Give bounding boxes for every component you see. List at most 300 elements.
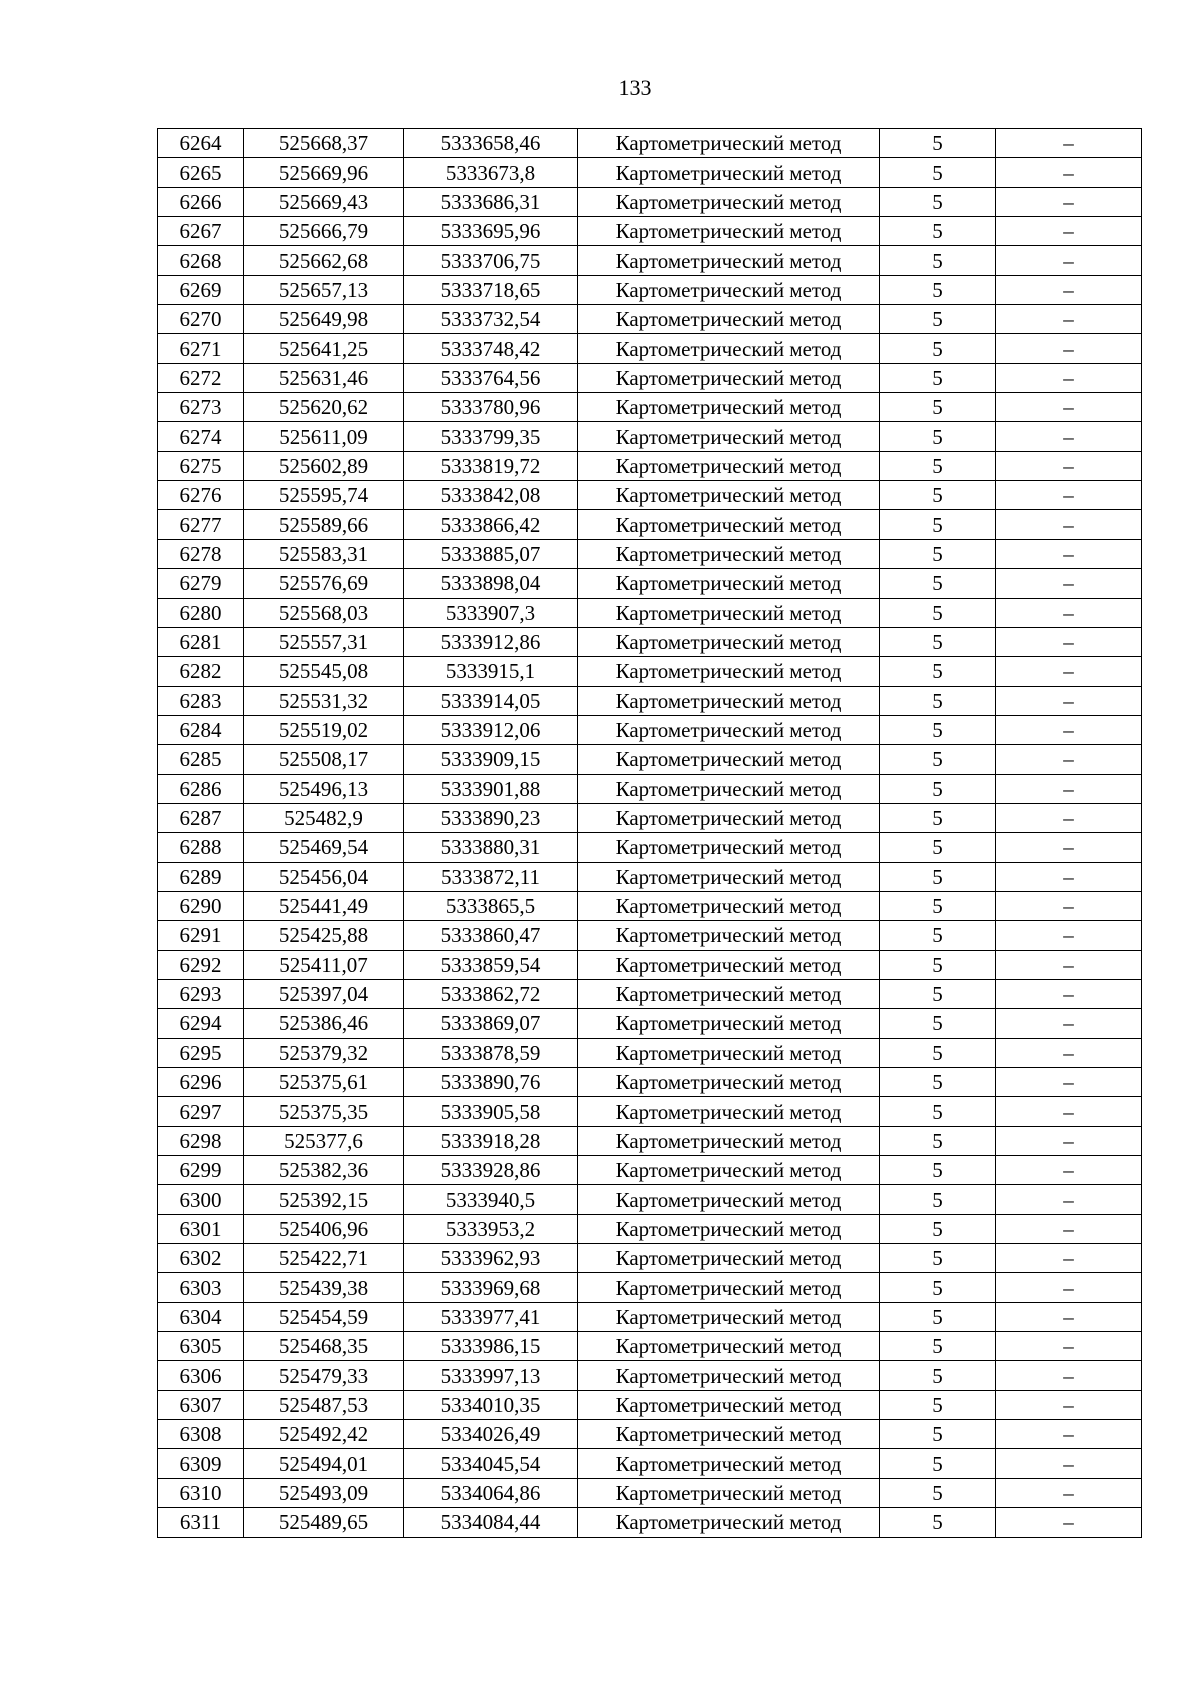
method-cell: Картометрический метод	[578, 1185, 880, 1214]
method-cell: Картометрический метод	[578, 803, 880, 832]
table-row	[158, 1097, 1142, 1126]
note-cell: –	[996, 158, 1142, 187]
accuracy-cell: 5	[880, 774, 996, 803]
point-number-cell: 6291	[158, 921, 244, 950]
accuracy-cell: 5	[880, 1420, 996, 1449]
point-number-cell: 6310	[158, 1478, 244, 1507]
note-cell: –	[996, 891, 1142, 920]
accuracy-cell: 5	[880, 275, 996, 304]
note-cell: –	[996, 1273, 1142, 1302]
y-coordinate-cell: 5333869,07	[404, 1009, 578, 1038]
table-row	[158, 1156, 1142, 1185]
method-cell: Картометрический метод	[578, 774, 880, 803]
note-cell: –	[996, 1478, 1142, 1507]
point-number-cell: 6290	[158, 891, 244, 920]
point-number-cell: 6297	[158, 1097, 244, 1126]
note-cell: –	[996, 1302, 1142, 1331]
note-cell: –	[996, 1214, 1142, 1243]
y-coordinate-cell: 5333928,86	[404, 1156, 578, 1185]
y-coordinate-cell: 5334064,86	[404, 1478, 578, 1507]
point-number-cell: 6285	[158, 745, 244, 774]
x-coordinate-cell: 525468,35	[244, 1332, 404, 1361]
x-coordinate-cell: 525519,02	[244, 715, 404, 744]
point-number-cell: 6295	[158, 1038, 244, 1067]
x-coordinate-cell: 525662,68	[244, 246, 404, 275]
x-coordinate-cell: 525397,04	[244, 979, 404, 1008]
point-number-cell: 6279	[158, 569, 244, 598]
method-cell: Картометрический метод	[578, 539, 880, 568]
note-cell: –	[996, 1390, 1142, 1419]
method-cell: Картометрический метод	[578, 1097, 880, 1126]
y-coordinate-cell: 5333862,72	[404, 979, 578, 1008]
y-coordinate-cell: 5333880,31	[404, 833, 578, 862]
x-coordinate-cell: 525392,15	[244, 1185, 404, 1214]
x-coordinate-cell: 525422,71	[244, 1244, 404, 1273]
accuracy-cell: 5	[880, 657, 996, 686]
y-coordinate-cell: 5333997,13	[404, 1361, 578, 1390]
x-coordinate-cell: 525576,69	[244, 569, 404, 598]
method-cell: Картометрический метод	[578, 1038, 880, 1067]
y-coordinate-cell: 5333732,54	[404, 305, 578, 334]
note-cell: –	[996, 1126, 1142, 1155]
x-coordinate-cell: 525602,89	[244, 451, 404, 480]
x-coordinate-cell: 525589,66	[244, 510, 404, 539]
table-row	[158, 1244, 1142, 1273]
y-coordinate-cell: 5333872,11	[404, 862, 578, 891]
point-number-cell: 6270	[158, 305, 244, 334]
table-row	[158, 187, 1142, 216]
note-cell: –	[996, 950, 1142, 979]
y-coordinate-cell: 5333673,8	[404, 158, 578, 187]
x-coordinate-cell: 525595,74	[244, 481, 404, 510]
coordinates-table	[157, 128, 1142, 1538]
accuracy-cell: 5	[880, 891, 996, 920]
method-cell: Картометрический метод	[578, 334, 880, 363]
table-row	[158, 745, 1142, 774]
table-row	[158, 481, 1142, 510]
y-coordinate-cell: 5333842,08	[404, 481, 578, 510]
method-cell: Картометрический метод	[578, 921, 880, 950]
accuracy-cell: 5	[880, 686, 996, 715]
accuracy-cell: 5	[880, 363, 996, 392]
point-number-cell: 6309	[158, 1449, 244, 1478]
note-cell: –	[996, 334, 1142, 363]
note-cell: –	[996, 1097, 1142, 1126]
y-coordinate-cell: 5333658,46	[404, 129, 578, 158]
table-row	[158, 1214, 1142, 1243]
point-number-cell: 6266	[158, 187, 244, 216]
point-number-cell: 6300	[158, 1185, 244, 1214]
note-cell: –	[996, 1185, 1142, 1214]
table-row	[158, 334, 1142, 363]
point-number-cell: 6299	[158, 1156, 244, 1185]
y-coordinate-cell: 5333865,5	[404, 891, 578, 920]
note-cell: –	[996, 510, 1142, 539]
y-coordinate-cell: 5333819,72	[404, 451, 578, 480]
method-cell: Картометрический метод	[578, 1156, 880, 1185]
method-cell: Картометрический метод	[578, 1332, 880, 1361]
y-coordinate-cell: 5333718,65	[404, 275, 578, 304]
point-number-cell: 6296	[158, 1068, 244, 1097]
point-number-cell: 6283	[158, 686, 244, 715]
accuracy-cell: 5	[880, 745, 996, 774]
table-row	[158, 510, 1142, 539]
y-coordinate-cell: 5334026,49	[404, 1420, 578, 1449]
method-cell: Картометрический метод	[578, 950, 880, 979]
y-coordinate-cell: 5333918,28	[404, 1126, 578, 1155]
point-number-cell: 6277	[158, 510, 244, 539]
table-row	[158, 451, 1142, 480]
x-coordinate-cell: 525386,46	[244, 1009, 404, 1038]
table-row	[158, 921, 1142, 950]
x-coordinate-cell: 525482,9	[244, 803, 404, 832]
y-coordinate-cell: 5333969,68	[404, 1273, 578, 1302]
method-cell: Картометрический метод	[578, 569, 880, 598]
point-number-cell: 6298	[158, 1126, 244, 1155]
point-number-cell: 6269	[158, 275, 244, 304]
accuracy-cell: 5	[880, 1273, 996, 1302]
accuracy-cell: 5	[880, 1038, 996, 1067]
table-row	[158, 217, 1142, 246]
y-coordinate-cell: 5333799,35	[404, 422, 578, 451]
y-coordinate-cell: 5333860,47	[404, 921, 578, 950]
table-row	[158, 1478, 1142, 1507]
point-number-cell: 6268	[158, 246, 244, 275]
y-coordinate-cell: 5333977,41	[404, 1302, 578, 1331]
note-cell: –	[996, 921, 1142, 950]
note-cell: –	[996, 745, 1142, 774]
table-row	[158, 1302, 1142, 1331]
y-coordinate-cell: 5333898,04	[404, 569, 578, 598]
note-cell: –	[996, 305, 1142, 334]
note-cell: –	[996, 1068, 1142, 1097]
note-cell: –	[996, 862, 1142, 891]
y-coordinate-cell: 5333953,2	[404, 1214, 578, 1243]
y-coordinate-cell: 5333695,96	[404, 217, 578, 246]
accuracy-cell: 5	[880, 1478, 996, 1507]
method-cell: Картометрический метод	[578, 422, 880, 451]
point-number-cell: 6273	[158, 393, 244, 422]
table-row	[158, 803, 1142, 832]
point-number-cell: 6267	[158, 217, 244, 246]
y-coordinate-cell: 5333748,42	[404, 334, 578, 363]
note-cell: –	[996, 539, 1142, 568]
accuracy-cell: 5	[880, 305, 996, 334]
y-coordinate-cell: 5333912,86	[404, 627, 578, 656]
accuracy-cell: 5	[880, 187, 996, 216]
y-coordinate-cell: 5333859,54	[404, 950, 578, 979]
accuracy-cell: 5	[880, 803, 996, 832]
note-cell: –	[996, 569, 1142, 598]
note-cell: –	[996, 686, 1142, 715]
method-cell: Картометрический метод	[578, 1068, 880, 1097]
note-cell: –	[996, 1420, 1142, 1449]
point-number-cell: 6276	[158, 481, 244, 510]
point-number-cell: 6303	[158, 1273, 244, 1302]
note-cell: –	[996, 1449, 1142, 1478]
accuracy-cell: 5	[880, 1214, 996, 1243]
point-number-cell: 6274	[158, 422, 244, 451]
method-cell: Картометрический метод	[578, 393, 880, 422]
note-cell: –	[996, 803, 1142, 832]
table-row	[158, 158, 1142, 187]
note-cell: –	[996, 979, 1142, 1008]
point-number-cell: 6286	[158, 774, 244, 803]
table-row	[158, 1068, 1142, 1097]
accuracy-cell: 5	[880, 569, 996, 598]
y-coordinate-cell: 5333890,76	[404, 1068, 578, 1097]
point-number-cell: 6305	[158, 1332, 244, 1361]
x-coordinate-cell: 525545,08	[244, 657, 404, 686]
note-cell: –	[996, 715, 1142, 744]
note-cell: –	[996, 275, 1142, 304]
table-row	[158, 1126, 1142, 1155]
table-row	[158, 1508, 1142, 1537]
table-row	[158, 627, 1142, 656]
table-row	[158, 657, 1142, 686]
accuracy-cell: 5	[880, 217, 996, 246]
accuracy-cell: 5	[880, 598, 996, 627]
point-number-cell: 6301	[158, 1214, 244, 1243]
table-row	[158, 539, 1142, 568]
y-coordinate-cell: 5333915,1	[404, 657, 578, 686]
note-cell: –	[996, 1244, 1142, 1273]
table-row	[158, 393, 1142, 422]
x-coordinate-cell: 525649,98	[244, 305, 404, 334]
accuracy-cell: 5	[880, 1390, 996, 1419]
x-coordinate-cell: 525583,31	[244, 539, 404, 568]
x-coordinate-cell: 525425,88	[244, 921, 404, 950]
note-cell: –	[996, 363, 1142, 392]
x-coordinate-cell: 525406,96	[244, 1214, 404, 1243]
table-row	[158, 774, 1142, 803]
method-cell: Картометрический метод	[578, 1478, 880, 1507]
point-number-cell: 6287	[158, 803, 244, 832]
method-cell: Картометрический метод	[578, 862, 880, 891]
x-coordinate-cell: 525382,36	[244, 1156, 404, 1185]
x-coordinate-cell: 525439,38	[244, 1273, 404, 1302]
method-cell: Картометрический метод	[578, 1126, 880, 1155]
point-number-cell: 6278	[158, 539, 244, 568]
accuracy-cell: 5	[880, 422, 996, 451]
point-number-cell: 6311	[158, 1508, 244, 1537]
accuracy-cell: 5	[880, 833, 996, 862]
x-coordinate-cell: 525479,33	[244, 1361, 404, 1390]
table-row	[158, 715, 1142, 744]
x-coordinate-cell: 525508,17	[244, 745, 404, 774]
method-cell: Картометрический метод	[578, 1390, 880, 1419]
x-coordinate-cell: 525456,04	[244, 862, 404, 891]
accuracy-cell: 5	[880, 1009, 996, 1038]
table-row	[158, 1420, 1142, 1449]
accuracy-cell: 5	[880, 158, 996, 187]
x-coordinate-cell: 525487,53	[244, 1390, 404, 1419]
note-cell: –	[996, 393, 1142, 422]
method-cell: Картометрический метод	[578, 217, 880, 246]
table-row	[158, 305, 1142, 334]
accuracy-cell: 5	[880, 334, 996, 363]
note-cell: –	[996, 246, 1142, 275]
method-cell: Картометрический метод	[578, 1361, 880, 1390]
method-cell: Картометрический метод	[578, 158, 880, 187]
point-number-cell: 6288	[158, 833, 244, 862]
accuracy-cell: 5	[880, 1126, 996, 1155]
note-cell: –	[996, 451, 1142, 480]
table-row	[158, 833, 1142, 862]
method-cell: Картометрический метод	[578, 1449, 880, 1478]
page-number: 133	[618, 75, 652, 100]
y-coordinate-cell: 5334084,44	[404, 1508, 578, 1537]
point-number-cell: 6264	[158, 129, 244, 158]
point-number-cell: 6271	[158, 334, 244, 363]
x-coordinate-cell: 525657,13	[244, 275, 404, 304]
method-cell: Картометрический метод	[578, 1273, 880, 1302]
method-cell: Картометрический метод	[578, 1420, 880, 1449]
y-coordinate-cell: 5333907,3	[404, 598, 578, 627]
accuracy-cell: 5	[880, 1244, 996, 1273]
method-cell: Картометрический метод	[578, 1508, 880, 1537]
accuracy-cell: 5	[880, 950, 996, 979]
note-cell: –	[996, 1508, 1142, 1537]
y-coordinate-cell: 5333940,5	[404, 1185, 578, 1214]
accuracy-cell: 5	[880, 1068, 996, 1097]
accuracy-cell: 5	[880, 921, 996, 950]
note-cell: –	[996, 1361, 1142, 1390]
note-cell: –	[996, 598, 1142, 627]
y-coordinate-cell: 5333901,88	[404, 774, 578, 803]
accuracy-cell: 5	[880, 246, 996, 275]
x-coordinate-cell: 525611,09	[244, 422, 404, 451]
point-number-cell: 6282	[158, 657, 244, 686]
x-coordinate-cell: 525557,31	[244, 627, 404, 656]
table-row	[158, 1273, 1142, 1302]
x-coordinate-cell: 525568,03	[244, 598, 404, 627]
y-coordinate-cell: 5333914,05	[404, 686, 578, 715]
method-cell: Картометрический метод	[578, 481, 880, 510]
point-number-cell: 6292	[158, 950, 244, 979]
table-row	[158, 979, 1142, 1008]
accuracy-cell: 5	[880, 1361, 996, 1390]
x-coordinate-cell: 525493,09	[244, 1478, 404, 1507]
method-cell: Картометрический метод	[578, 979, 880, 1008]
accuracy-cell: 5	[880, 481, 996, 510]
accuracy-cell: 5	[880, 510, 996, 539]
method-cell: Картометрический метод	[578, 598, 880, 627]
x-coordinate-cell: 525441,49	[244, 891, 404, 920]
y-coordinate-cell: 5333909,15	[404, 745, 578, 774]
point-number-cell: 6308	[158, 1420, 244, 1449]
accuracy-cell: 5	[880, 1097, 996, 1126]
method-cell: Картометрический метод	[578, 187, 880, 216]
method-cell: Картометрический метод	[578, 1302, 880, 1331]
table-row	[158, 950, 1142, 979]
accuracy-cell: 5	[880, 451, 996, 480]
point-number-cell: 6307	[158, 1390, 244, 1419]
method-cell: Картометрический метод	[578, 1009, 880, 1038]
accuracy-cell: 5	[880, 715, 996, 744]
table-row	[158, 422, 1142, 451]
method-cell: Картометрический метод	[578, 1244, 880, 1273]
x-coordinate-cell: 525620,62	[244, 393, 404, 422]
point-number-cell: 6275	[158, 451, 244, 480]
method-cell: Картометрический метод	[578, 510, 880, 539]
method-cell: Картометрический метод	[578, 657, 880, 686]
x-coordinate-cell: 525669,43	[244, 187, 404, 216]
x-coordinate-cell: 525375,35	[244, 1097, 404, 1126]
accuracy-cell: 5	[880, 1302, 996, 1331]
method-cell: Картометрический метод	[578, 363, 880, 392]
table-row	[158, 862, 1142, 891]
accuracy-cell: 5	[880, 1185, 996, 1214]
table-row	[158, 569, 1142, 598]
table-row	[158, 363, 1142, 392]
note-cell: –	[996, 627, 1142, 656]
table-row	[158, 1449, 1142, 1478]
accuracy-cell: 5	[880, 627, 996, 656]
y-coordinate-cell: 5333780,96	[404, 393, 578, 422]
method-cell: Картометрический метод	[578, 275, 880, 304]
note-cell: –	[996, 833, 1142, 862]
table-row	[158, 1332, 1142, 1361]
method-cell: Картометрический метод	[578, 246, 880, 275]
table-row	[158, 598, 1142, 627]
x-coordinate-cell: 525489,65	[244, 1508, 404, 1537]
note-cell: –	[996, 1009, 1142, 1038]
x-coordinate-cell: 525411,07	[244, 950, 404, 979]
method-cell: Картометрический метод	[578, 891, 880, 920]
y-coordinate-cell: 5333686,31	[404, 187, 578, 216]
x-coordinate-cell: 525454,59	[244, 1302, 404, 1331]
table-row	[158, 246, 1142, 275]
y-coordinate-cell: 5333912,06	[404, 715, 578, 744]
x-coordinate-cell: 525377,6	[244, 1126, 404, 1155]
x-coordinate-cell: 525669,96	[244, 158, 404, 187]
x-coordinate-cell: 525469,54	[244, 833, 404, 862]
table-row	[158, 891, 1142, 920]
table-row	[158, 1361, 1142, 1390]
y-coordinate-cell: 5333962,93	[404, 1244, 578, 1273]
coordinates-table-body	[158, 129, 1142, 1538]
point-number-cell: 6281	[158, 627, 244, 656]
y-coordinate-cell: 5333885,07	[404, 539, 578, 568]
accuracy-cell: 5	[880, 1508, 996, 1537]
method-cell: Картометрический метод	[578, 129, 880, 158]
point-number-cell: 6304	[158, 1302, 244, 1331]
y-coordinate-cell: 5334010,35	[404, 1390, 578, 1419]
x-coordinate-cell: 525641,25	[244, 334, 404, 363]
x-coordinate-cell: 525631,46	[244, 363, 404, 392]
accuracy-cell: 5	[880, 129, 996, 158]
method-cell: Картометрический метод	[578, 715, 880, 744]
point-number-cell: 6302	[158, 1244, 244, 1273]
note-cell: –	[996, 774, 1142, 803]
note-cell: –	[996, 217, 1142, 246]
y-coordinate-cell: 5333764,56	[404, 363, 578, 392]
method-cell: Картометрический метод	[578, 451, 880, 480]
note-cell: –	[996, 657, 1142, 686]
point-number-cell: 6265	[158, 158, 244, 187]
table-row	[158, 686, 1142, 715]
table-row	[158, 1185, 1142, 1214]
y-coordinate-cell: 5333890,23	[404, 803, 578, 832]
y-coordinate-cell: 5333878,59	[404, 1038, 578, 1067]
method-cell: Картометрический метод	[578, 745, 880, 774]
point-number-cell: 6280	[158, 598, 244, 627]
x-coordinate-cell: 525531,32	[244, 686, 404, 715]
y-coordinate-cell: 5333905,58	[404, 1097, 578, 1126]
x-coordinate-cell: 525668,37	[244, 129, 404, 158]
y-coordinate-cell: 5333866,42	[404, 510, 578, 539]
